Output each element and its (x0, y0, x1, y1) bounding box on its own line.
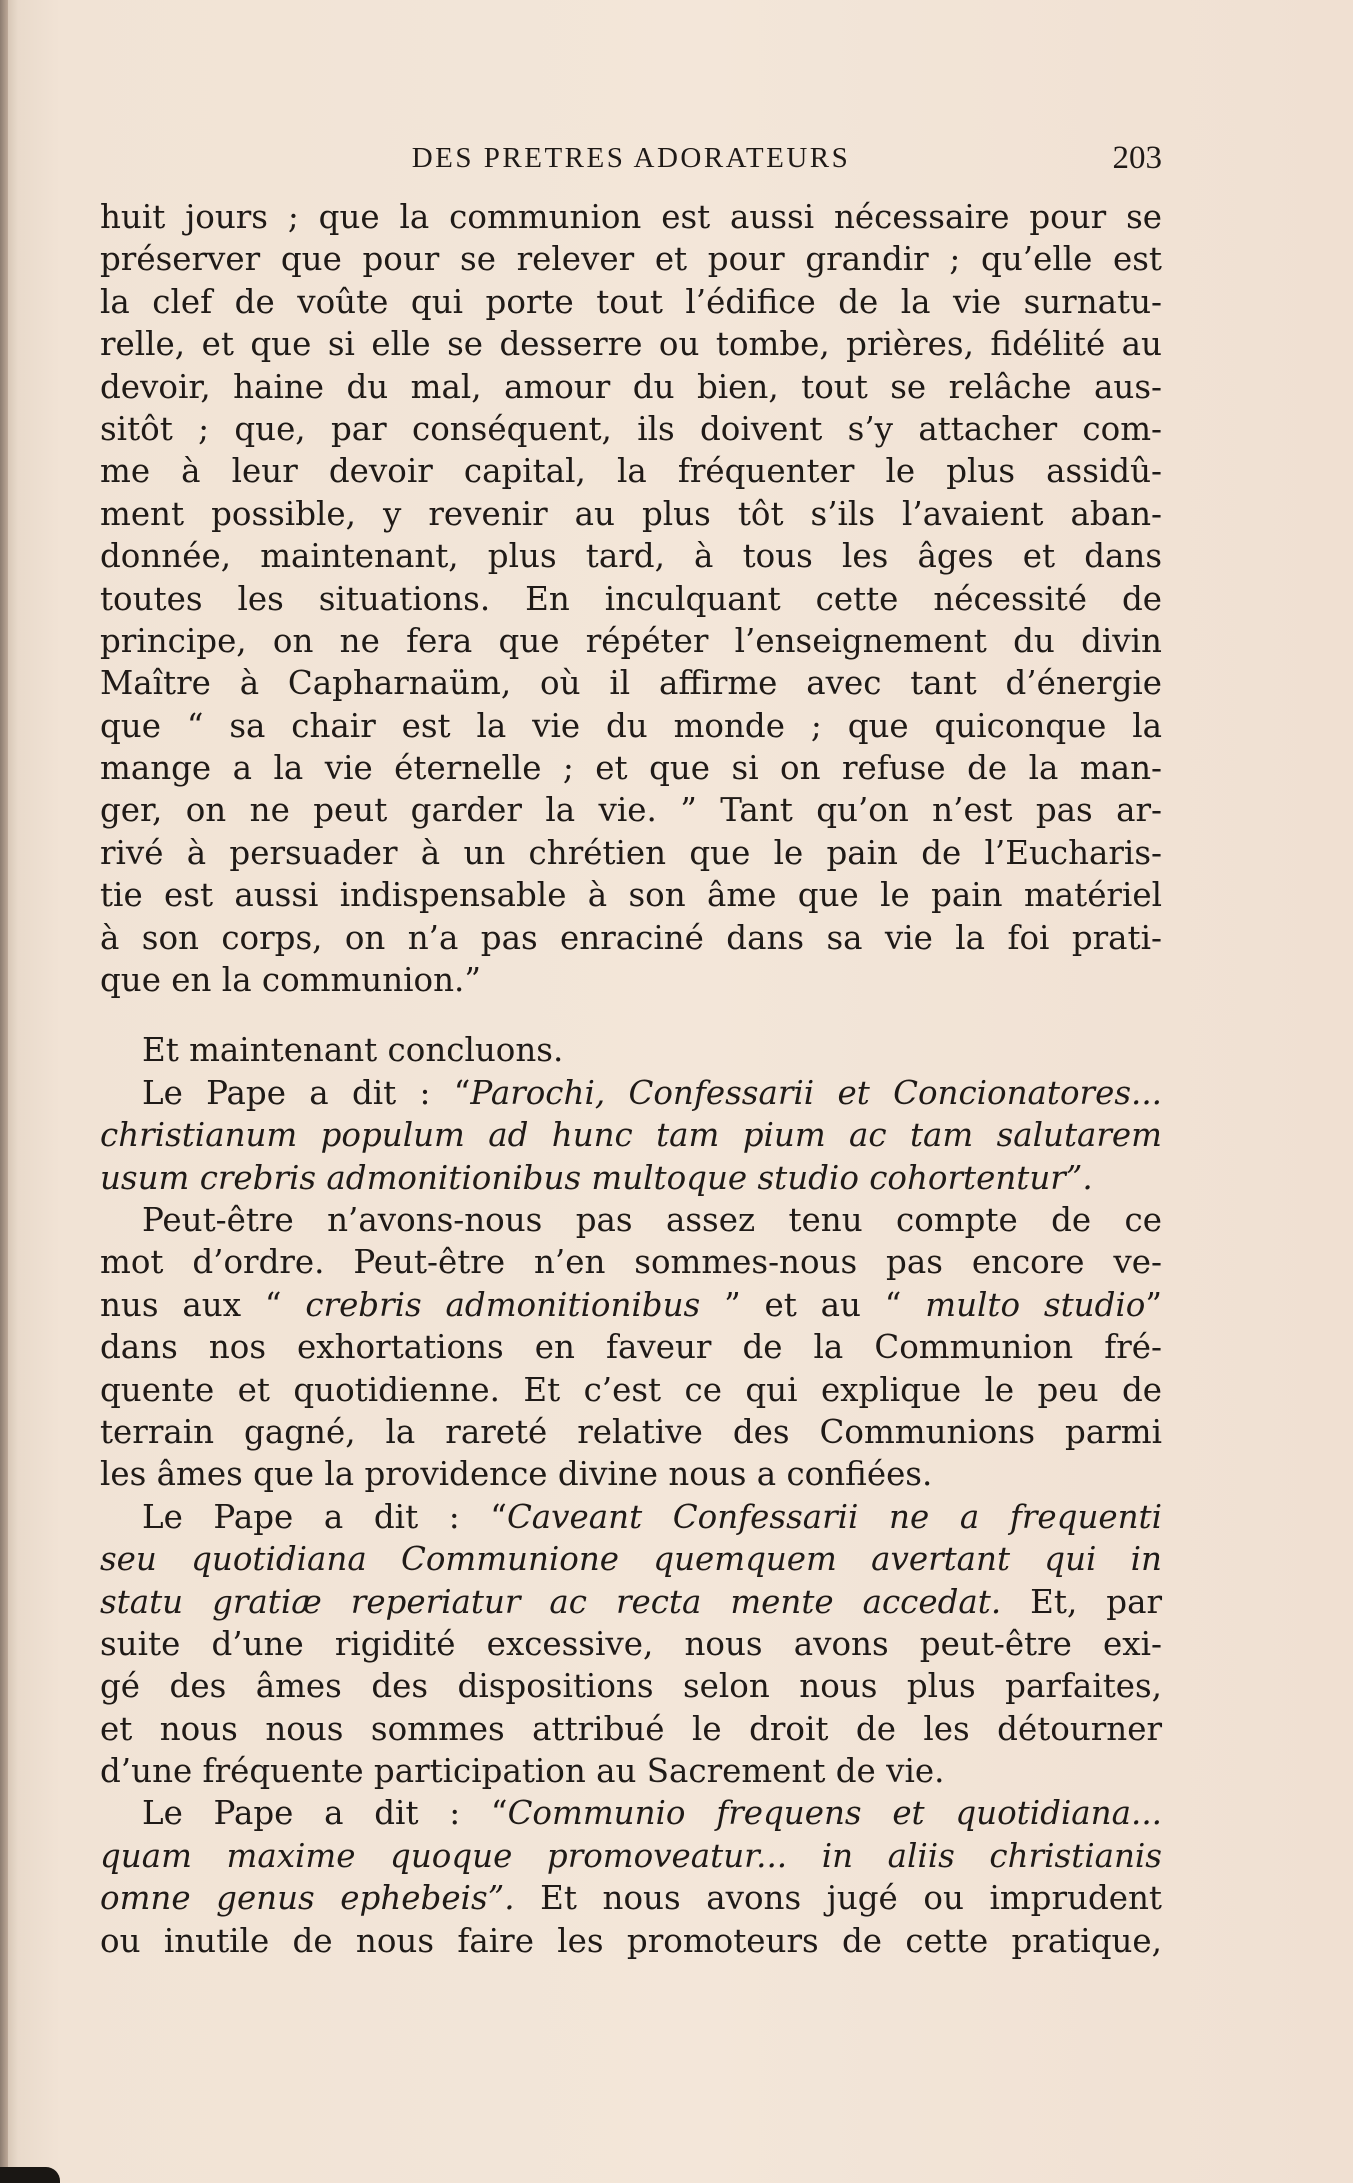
text-line: ment possible, y revenir au plus tôt s’ils l’avaient aban- (100, 494, 1162, 533)
text-line (100, 1877, 1162, 1919)
text-line: tie est aussi indispensable à son âme que le pain matériel (100, 876, 1162, 915)
running-title: DES PRETRES ADORATEURS (411, 142, 851, 174)
text-line: principe, on ne fera que répéter l’enseignement du divin (100, 621, 1162, 660)
text-line (100, 1792, 1162, 1834)
text-run: ” et au “ (724, 1285, 902, 1324)
text-line: Peut-être n’avons-nous pas assez tenu compte de ce (142, 1200, 1162, 1239)
text-line: huit jours ; que la communion est aussi nécessaire pour se (100, 198, 1162, 236)
text-line: donnée, maintenant, plus tard, à tous les âges et dans (100, 537, 1162, 576)
text-line: devoir, haine du mal, amour du bien, tout se relâche aus- (100, 367, 1162, 406)
latin-quote-line: quam maxime quoque promoveatur... in aliis christianis (100, 1836, 1162, 1875)
latin-quote-line: seu quotidiana Communione quemquem avertant qui in (100, 1540, 1162, 1579)
text-run: Le Pape a dit : “ (142, 1794, 508, 1833)
text-line (100, 1072, 1162, 1114)
latin-quote: crebris admonitionibus (305, 1285, 701, 1324)
book-spine-shadow (0, 0, 8, 2183)
latin-quote-line: usum crebris admonitionibus multoque studio cohortentur”. (100, 1158, 1093, 1197)
text-line: quente et quotidienne. Et c’est ce qui explique le peu de (100, 1370, 1162, 1409)
text-line: d’une fréquente participation au Sacrement de vie. (100, 1752, 945, 1791)
latin-quote: statu gratiæ reperiatur ac recta mente accedat. (100, 1582, 1002, 1621)
text-run: ” (1145, 1285, 1162, 1324)
page-corner-shadow (0, 2167, 60, 2183)
text-line: ou inutile de nous faire les promoteurs de cette pratique, (100, 1921, 1162, 1960)
page-header (100, 138, 1162, 178)
text-line: dans nos exhortations en faveur de la Communion fré- (100, 1328, 1162, 1367)
text-line: gé des âmes des dispositions selon nous plus parfaites, (100, 1667, 1162, 1706)
text-line: relle, et que si elle se desserre ou tombe, prières, fidélité au (100, 325, 1162, 364)
text-line: la clef de voûte qui porte tout l’édifice de la vie surnatu- (100, 282, 1162, 321)
text-line: mange a la vie éternelle ; et que si on refuse de la man- (100, 749, 1162, 788)
text-line: toutes les situations. En inculquant cette nécessité de (100, 579, 1162, 618)
paragraph-gap (100, 1001, 1162, 1029)
latin-quote: Parochi, Confessarii et Concionatores... (470, 1073, 1162, 1112)
text-line: et nous nous sommes attribué le droit de les détourner (100, 1709, 1162, 1748)
text-line: Maître à Capharnaüm, où il affirme avec tant d’énergie (100, 664, 1162, 703)
latin-quote-line: christianum populum ad hunc tam pium ac tam salutarem (100, 1116, 1162, 1155)
body-text (100, 196, 1162, 1962)
text-line (100, 1284, 1162, 1326)
text-line: que “ sa chair est la vie du monde ; que quiconque la (100, 706, 1162, 745)
latin-quote: multo studio (925, 1285, 1146, 1324)
text-run: Et, par (1030, 1582, 1162, 1621)
text-run: nus aux “ (100, 1285, 282, 1324)
text-line: rivé à persuader à un chrétien que le pain de l’Eucharis- (100, 833, 1162, 872)
latin-quote: omne genus ephebeis”. (100, 1879, 515, 1918)
text-run: Le Pape a dit : “ (142, 1497, 507, 1536)
text-line: mot d’ordre. Peut-être n’en sommes-nous pas encore ve- (100, 1243, 1162, 1282)
text-line (100, 1581, 1162, 1623)
text-line: ger, on ne peut garder la vie. ” Tant qu’on n’est pas ar- (100, 791, 1162, 830)
latin-quote: Communio frequens et quotidiana... (507, 1794, 1162, 1833)
text-run: Le Pape a dit : “ (142, 1073, 471, 1112)
text-line: terrain gagné, la rareté relative des Communions parmi (100, 1412, 1162, 1451)
page-number: 203 (1112, 140, 1162, 176)
text-line: me à leur devoir capital, la fréquenter le plus assidû- (100, 452, 1162, 491)
text-run: Et nous avons jugé ou imprudent (540, 1879, 1162, 1918)
text-line: préserver que pour se relever et pour grandir ; qu’elle est (100, 240, 1162, 279)
text-line: que en la communion.” (100, 961, 482, 1000)
text-line: les âmes que la providence divine nous a confiées. (100, 1455, 933, 1494)
text-line: Et maintenant concluons. (142, 1031, 564, 1070)
text-line (100, 1496, 1162, 1538)
text-line: sitôt ; que, par conséquent, ils doivent s’y attacher com- (100, 409, 1162, 448)
text-line: à son corps, on n’a pas enraciné dans sa vie la foi prati- (100, 918, 1162, 957)
latin-quote: Caveant Confessarii ne a frequenti (506, 1497, 1162, 1536)
text-line: suite d’une rigidité excessive, nous avons peut-être exi- (100, 1624, 1162, 1663)
